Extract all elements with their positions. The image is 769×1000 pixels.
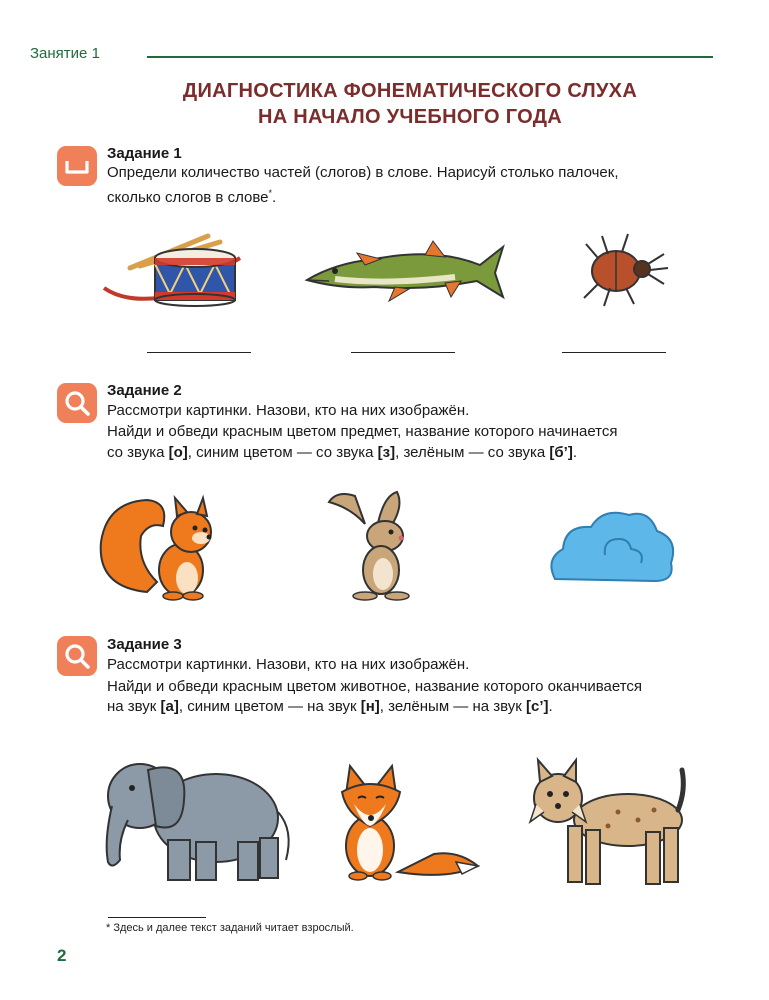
sound-label: [с’] (526, 698, 549, 715)
footnote: * Здесь и далее текст заданий читает взрослый. (106, 922, 354, 934)
task-1-line-2-text: сколько слогов в слове (107, 189, 269, 206)
text-part: со звука (107, 444, 169, 461)
answer-line-1[interactable] (147, 352, 251, 353)
task-2-line-3 (107, 443, 577, 463)
lynx-picture (528, 760, 693, 890)
task-1-line-1: Определи количество частей (слогов) в слове. Нарисуй столько палочек, (107, 164, 619, 181)
cloud-picture (545, 505, 680, 587)
page-title (0, 78, 769, 130)
hare-picture (325, 488, 425, 603)
answer-line-3[interactable] (562, 352, 666, 353)
drum-picture (100, 228, 245, 306)
lesson-label: Занятие 1 (30, 45, 100, 62)
magnifier-icon (57, 636, 97, 676)
task-1-title: Задание 1 (107, 145, 182, 162)
sound-label: [з] (377, 444, 396, 461)
text-part: , зелёным — на звук (379, 698, 527, 715)
task-2-line-2: Найди и обведи красным цветом предмет, название которого начинается (107, 423, 618, 440)
magnifier-icon (57, 383, 97, 423)
beetle-picture (578, 226, 670, 308)
pike-picture (305, 235, 505, 307)
answer-line-2[interactable] (351, 352, 455, 353)
text-part: , зелёным — со звука (395, 444, 550, 461)
sound-label: [б’] (549, 444, 573, 461)
squirrel-picture (97, 492, 217, 602)
envelope-icon (57, 146, 97, 186)
task-2-title: Задание 2 (107, 382, 182, 399)
task-3-line-2: Найди и обведи красным цветом животное, название которого оканчивается (107, 678, 643, 695)
header-rule (147, 56, 713, 58)
task-3-line-1: Рассмотри картинки. Назови, кто на них изображён. (107, 656, 470, 673)
task-2-line-1: Рассмотри картинки. Назови, кто на них изображён. (107, 402, 470, 419)
footnote-rule (108, 917, 206, 918)
sound-label: [н] (360, 698, 380, 715)
sound-label: [а] (160, 698, 179, 715)
sound-label: [о] (168, 444, 188, 461)
text-part: , синим цветом — со звука (187, 444, 378, 461)
page-title-line-2: НА НАЧАЛО УЧЕБНОГО ГОДА (257, 106, 563, 128)
task-1-line-2-end: . (272, 189, 277, 206)
text-part: , синим цветом — на звук (178, 698, 361, 715)
text-part: . (548, 698, 553, 715)
task-3-title: Задание 3 (107, 636, 182, 653)
footnote-mark: * (268, 188, 272, 198)
text-part: . (572, 444, 578, 461)
elephant-picture (98, 750, 298, 885)
task-3-line-3 (107, 697, 553, 717)
page-title-line-1: ДИАГНОСТИКА ФОНЕМАТИЧЕСКОГО СЛУХА (182, 80, 638, 102)
fox-picture (338, 762, 488, 887)
task-1-line-2 (107, 183, 276, 208)
text-part: на звук (107, 698, 161, 715)
page-number: 2 (57, 946, 67, 965)
